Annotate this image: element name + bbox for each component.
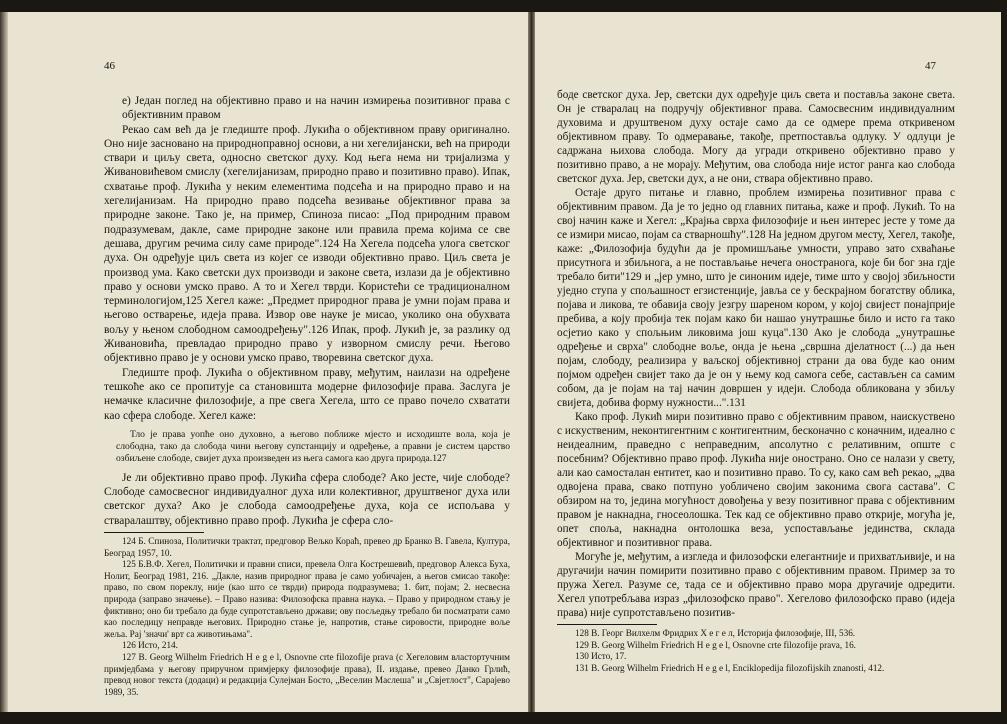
right-page [535, 12, 1001, 712]
right-page-body [557, 88, 955, 674]
footnote: 129 В. Georg Wilhelm Friedrich H e g e l, Osnovne crte filozofije prava, 16. [575, 639, 856, 650]
section-heading: е) Један поглед на објективно право и на начин измирења позитивног права с објективним правом [122, 95, 510, 122]
block-quote: Тло је права уопће оно духовно, а његово поближе мјесто и исходиште вола, која је слободна, тако да слобода чини његову супстанцију и одређење, а правни је систем царство озбиљене слободе, свијет духа произведен из њега самога као друга природа.127 [116, 428, 510, 464]
left-page-body [104, 94, 510, 698]
paragraph: Је ли објективно право проф. Лукића сфера слободе? Ако јесте, чије слободе? Слободе самосвесног индивидуалног духа или колективног, друштвеног духа или светског духа? Ако је слобода самоодређење духа, која се испољава у стваралаштву, објективно право проф. Лукића је сфера сло- [104, 471, 510, 527]
left-page-edge [0, 12, 8, 712]
book-gutter [528, 12, 535, 712]
paragraph: Могуће је, међутим, а изгледа и филозофски елегантније и прихватљивије, и на другачији начин помирити позитивно право с објективним правом. Пример за то пружа Хегел. Разуме се, тада се и објективно право мора другачије одредити. Хегел употребљава израз „филозофско право". Хегелово филозофско право (идеја права) није супротстављено позитив- [557, 551, 955, 619]
page-number: 47 [925, 60, 936, 72]
paragraph: боде светског духа. Јер, светски дух одређује циљ света и поставља законе света. Он је стваралац на подручју објективног права. Самосвесним индивидуалним духовима и друштвеном духу остаје само да се одмере према откривеном објективном праву. То одмеравање, такође, претпоставља одлуку. У одлуци је садржана њихова слобода. Могу да угради откривено објективно право у позитивно право, а не морају. Међутим, ова слобода није истог ранга као слобода светског духа. Јер, светски дух, а не они, ствара објективно право. [557, 89, 955, 185]
footnote: 127 В. Georg Wilhelm Friedrich H e g e l, Osnovne crte filozofije prava (с Хегеловим властортучним примједбама у његову приручном примјерку филозофије права), II. издање, превео Данко Грлић, превод новог текста (додаци) и редакција Сулејман Босто, „Веселин Маслеша" и „Свјетлост", Сарајево 1989, 35. [104, 651, 510, 697]
footnote: 125 Б.В.Ф. Хегел, Политички и правни списи, превела Олга Кострешевић, предговор Алекса Бухa, Нолит, Београд 1981, 216. „Дакле, назив природног права је само уобичајен, а његов смисао такође: право, по свом пореклу, није (као што се тврди) природа подразумева; 1. бит, појам; 2. несвесна природа (заправо значење). – Право назива: Филозофска правна наука. – Право у природном стању је фиктивно; оно би требало да буде супротстављено држави; ову посљедњу требало би посматрати само као последицу неправде његових. Природно стање је, напротив, стање сировости, природне воље жеља. Рај 'значи' врт са животињама". [104, 559, 510, 639]
footnote: 130 Исто, 17. [575, 651, 627, 662]
left-page [8, 12, 528, 712]
footnote: 126 Исто, 214. [122, 640, 178, 651]
paragraph: Гледиште проф. Лукића о објективном праву, међутим, наилази на одређене тешкоће ако се пропитује са становишта модерне филозофије права. Заслуга је немачке класичне филозофије, а пре свега Хегела, што се право почело схватати као сфера слободе. Хегел каже: [104, 366, 510, 422]
paragraph: Како проф. Лукић мири позитивно право с објективним правом, наискуственo с искуственим, неконтигентним с контигентним, бесконачно с коначним, идеално с неидеалним, праведно с неправедним, апсолутно с релативним, опште с посебним? Објективно право проф. Лукића није оностранo. Оно се налази у свету, али као самосталан ентитет, као и позитивно право. То су, како сам већ рекао, „два одвојена права, свако потпуно уобличено својим законима свога састава". С обзиром на то, једина могућност довођења у везу позитивног права с објективним правом је накнадна, гносеолошка. Тек кад се објективно право открије, могућа је, опет споља, накнадна онтолошка веза, успостављање јединства, склада објективног и позитивног права. [557, 411, 955, 549]
paragraph: Остаје друго питање и главно, проблем измирења позитивног права с објективним правом. Да је то једно од главних питања, каже и проф. Лукић. То на свој начин каже и Хегел: „Крајња сврха филозофије и њен интерес јесте у томе да се измири мисао, појам са стварношћу".128 На једном другом месту, Хегел, такође, каже: „Филозофија будући да је промишљање умности, управо зато схваћање присутнога и збиљнога, а не постављање нечега онострaнога, које би бог зна гдје требало бити"129 и „јер умно, што је синоним идеје, тиме што у својој збиљности уједно ступа у спољашност егзистенције, јавља се у бескрајном богатству облика, појава и ликова, те обавија своју језгру шареном кором, у којој свијест понајприје пребива, а коју пробија тек појам како би нашао унутрашње било и исто га тако осјетио како у спољњим ликовима још куца".130 Ако је слобода „унутрашње одређење и сврха" слободне воље, онда је њена „свршна дјелатност (...) да њен појам, слободу, реализира у ваљској објективној страни да ова буде као оним појмом одређен свијет тако да је он у њему код самога себе, састављен са самим собом, да је појам на тај начин довршен у идеји. Слобода обликована у збиљу свијета, добива форму нужности...".131 [557, 187, 955, 409]
paragraph: Рекао сам већ да је гледиште проф. Лукића о објективном праву оригинално. Оно није засновано на природноправној основи, а ни хегелијански, већ на природи ствари и циљу света, односно светског духу. Код њега нема ни тријализма у Живановићевом смислу (хегелијанизам, природно право и позитивно право). Ипак, схватање проф. Лукића у неким елементима подсећа и на природно право и на хегелијанизам. На природно право подсећа везивање објективног права за природне законе. Тако је, на пример, Спиноза писао: „Под природним правом подразумевам, дакле, саме природне законе или правила према којима се све дешава, другим речима силу саме природе".124 На Хегела подсећа улога светског духа. Он одређује циљ света из којег се изводи објективно право. Циљ света је производ ума. Како светски дух производи и законе света, излази да је објективно право у основи умско право. А то и Хегел тврди. Користећи се традиционалном терминологијом,125 Хегел каже: „Предмет природног права је умни појам права и његово остварење, идеја права. Извор ове науке је мисао, уколико она обухвата вољу у њеном слободном самоодређењу".126 Ипак, проф. Лукић је, за разлику од Живановића, превладао природно право у изворном смислу речи. Његово објективно право је у основи умско право, творевина светског духа. [104, 123, 510, 365]
footnote-separator [557, 624, 657, 625]
footnote-separator [104, 532, 204, 533]
footnote: 131 В. Georg Wilhelm Friedrich H e g e l, Enciklopedija filozofijskih znanosti, 412. [575, 662, 885, 673]
footnote: 124 Б. Спиноза, Политички трактат, предговор Вељко Кораћ, превео др Бранко В. Гавела, Култура, Београд 1957, 10. [104, 536, 510, 558]
page-number: 46 [104, 60, 115, 72]
footnote: 128 В. Георг Вилхелм Фридрих Х е г е л, Историја филозофије, III, 536. [575, 628, 856, 638]
